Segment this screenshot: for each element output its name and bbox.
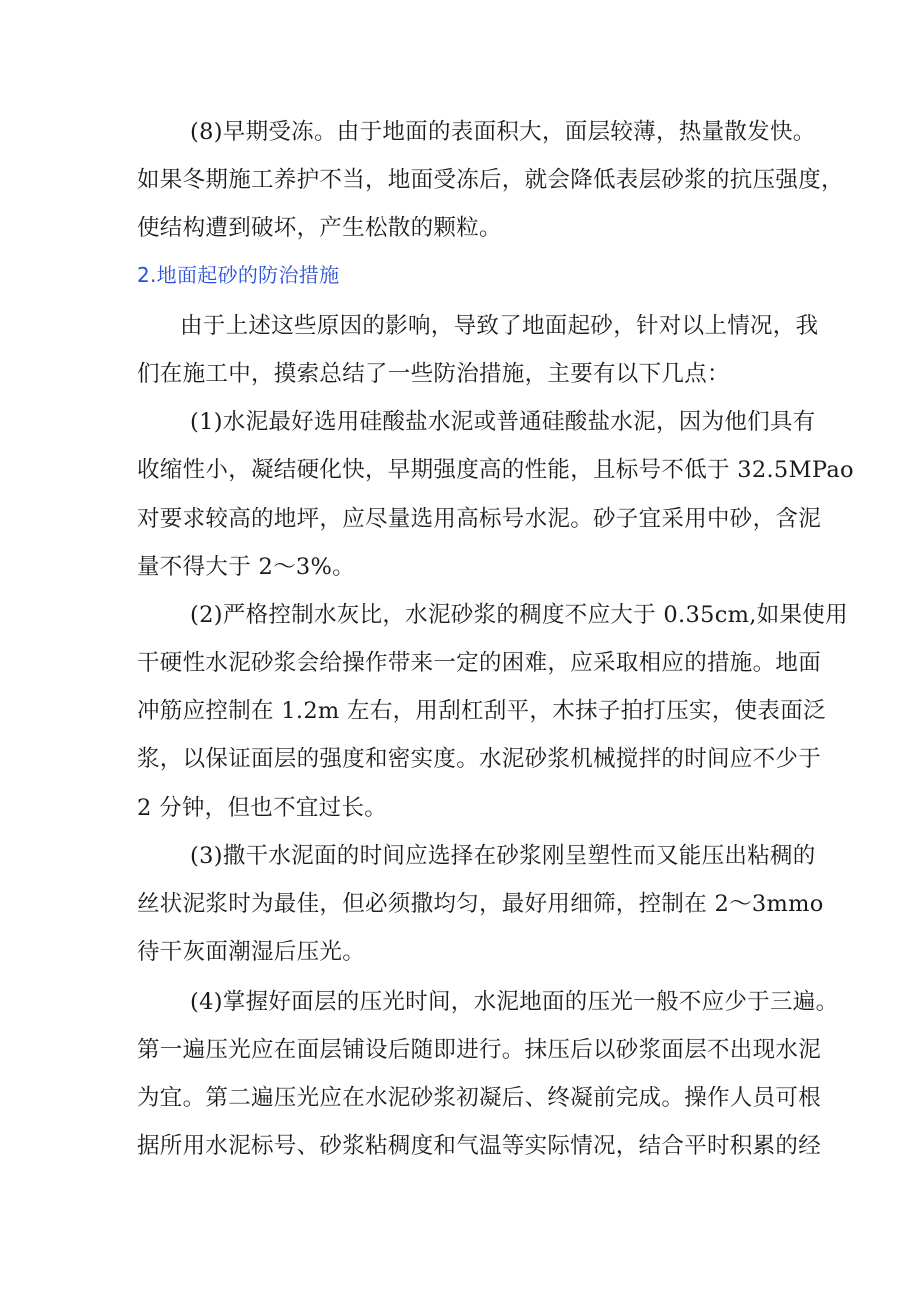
paragraph-8-line-1: (8)早期受冻。由于地面的表面积大，面层较薄，热量散发快。 [190, 119, 816, 145]
paragraph-1-line-1: (1)水泥最好选用硅酸盐水泥或普通硅酸盐水泥，因为他们具有 [190, 409, 816, 435]
paragraph-3-line-2: 丝状泥浆时为最佳，但必须撒均匀，最好用细筛，控制在 2〜3mmo [137, 891, 824, 917]
paragraph-1-line-3: 对要求较高的地坪，应尽量选用高标号水泥。砂子宜采用中砂，含泥 [137, 506, 822, 532]
paragraph-2-line-3: 冲筋应控制在 1.2m 左右，用刮杠刮平，木抹子拍打压实，使表面泛 [137, 698, 826, 724]
paragraph-2-line-2: 干硬性水泥砂浆会给操作带来一定的困难，应采取相应的措施。地面 [137, 650, 822, 676]
paragraph-2-line-5: 2 分钟，但也不宜过长。 [137, 795, 388, 821]
paragraph-1-line-2: 收缩性小，凝结硬化快，早期强度高的性能，且标号不低于 32.5MPao [137, 457, 854, 483]
paragraph-1-line-4: 量不得大于 2〜3%。 [137, 554, 355, 580]
paragraph-4-line-3: 为宜。第二遍压光应在水泥砂浆初凝后、终凝前完成。操作人员可根 [137, 1085, 822, 1111]
paragraph-3-line-1: (3)撒干水泥面的时间应选择在砂浆刚呈塑性而又能压出粘稠的 [190, 843, 816, 869]
paragraph-4-line-2: 第一遍压光应在面层铺设后随即进行。抹压后以砂浆面层不出现水泥 [137, 1037, 822, 1063]
paragraph-8-line-2: 如果冬期施工养护不当，地面受冻后，就会降低表层砂浆的抗压强度， [137, 167, 844, 193]
section-heading: 2.地面起砂的防治措施 [137, 263, 340, 287]
paragraph-2-line-4: 浆，以保证面层的强度和密实度。水泥砂浆机械搅拌的时间应不少于 [137, 746, 822, 772]
paragraph-3-line-3: 待干灰面潮湿后压光。 [137, 939, 366, 965]
intro-line-2: 们在施工中，摸索总结了一些防治措施，主要有以下几点： [137, 361, 730, 387]
intro-line-1: 由于上述这些原因的影响，导致了地面起砂，针对以上情况，我 [180, 313, 819, 339]
paragraph-2-line-1: (2)严格控制水灰比，水泥砂浆的稠度不应大于 0.35cm,如果使用 [190, 602, 848, 628]
paragraph-4-line-4: 据所用水泥标号、砂浆粘稠度和气温等实际情况，结合平时积累的经 [137, 1133, 822, 1159]
paragraph-8-line-3: 使结构遭到破坏，产生松散的颗粒。 [137, 215, 502, 241]
paragraph-4-line-1: (4)掌握好面层的压光时间，水泥地面的压光一般不应少于三遍。 [190, 989, 839, 1015]
